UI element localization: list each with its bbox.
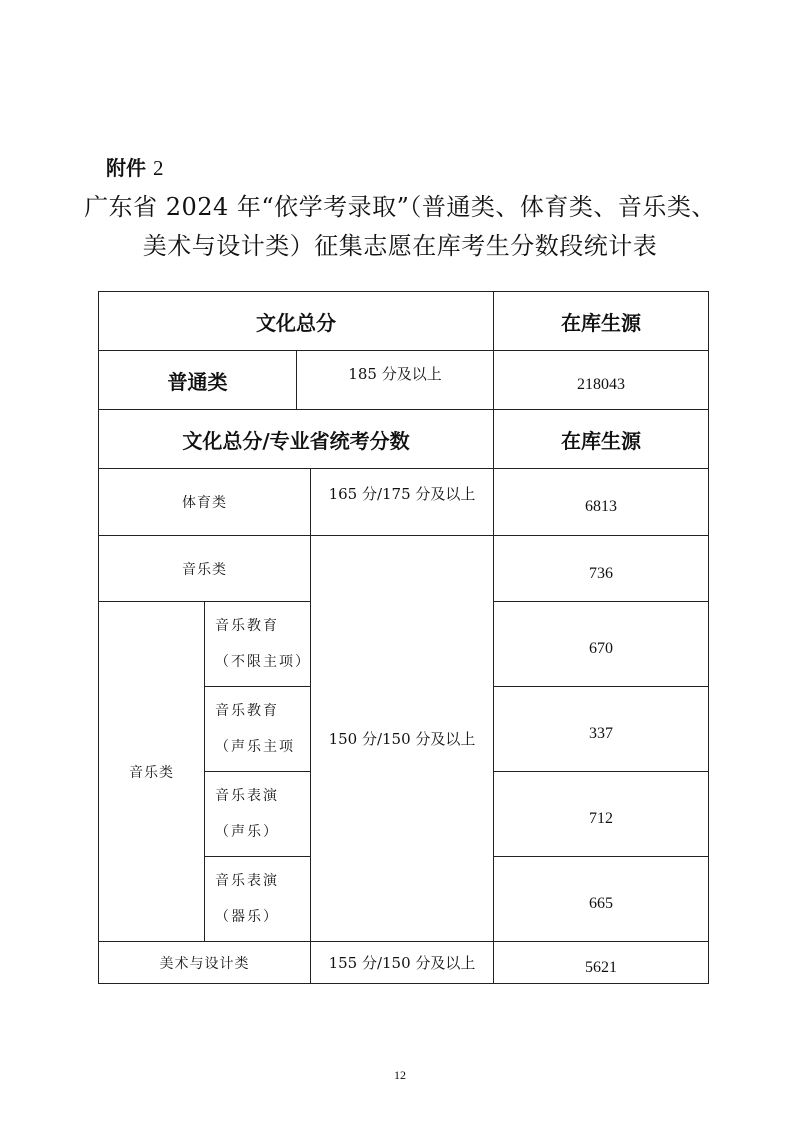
music-count: 736 [493, 535, 709, 602]
document-title-line2: 美术与设计类）征集志愿在库考生分数段统计表 [142, 232, 658, 260]
music-score: 150 分/150 分及以上 [310, 535, 494, 942]
music-group-category: 音乐类 [98, 601, 205, 942]
music-category: 音乐类 [98, 535, 311, 602]
general-category: 普通类 [98, 350, 297, 410]
attachment-text: 附件 [106, 156, 146, 180]
music-sub-count: 665 [493, 856, 709, 942]
page-number: 12 [394, 1068, 406, 1082]
music-sub-count: 670 [493, 601, 709, 687]
art-score: 155 分/150 分及以上 [310, 941, 494, 984]
general-score: 185 分及以上 [296, 350, 494, 410]
document-title-line1: 广东省 2024 年“依学考录取”（普通类、体育类、音乐类、 [84, 193, 716, 221]
sports-category: 体育类 [98, 468, 311, 536]
header-student-pool: 在库生源 [493, 291, 709, 351]
music-sub-count: 337 [493, 686, 709, 772]
attachment-label [106, 152, 163, 181]
sports-score: 165 分/175 分及以上 [310, 468, 494, 536]
header-student-pool-2: 在库生源 [493, 409, 709, 469]
music-sub-item: 音乐教育（不限主项） [204, 601, 311, 687]
header-total-score: 文化总分 [98, 291, 494, 351]
music-sub-item: 音乐表演（器乐） [204, 856, 311, 942]
sports-count: 6813 [493, 468, 709, 536]
music-sub-item: 音乐表演（声乐） [204, 771, 311, 857]
general-count: 218043 [493, 350, 709, 410]
header-total-professional-score: 文化总分/专业省统考分数 [98, 409, 494, 469]
music-sub-item: 音乐教育（声乐主项 [204, 686, 311, 772]
attachment-number: 2 [152, 156, 164, 180]
music-sub-count: 712 [493, 771, 709, 857]
art-count: 5621 [493, 941, 709, 984]
art-category: 美术与设计类 [98, 941, 311, 984]
score-statistics-table [98, 291, 709, 984]
